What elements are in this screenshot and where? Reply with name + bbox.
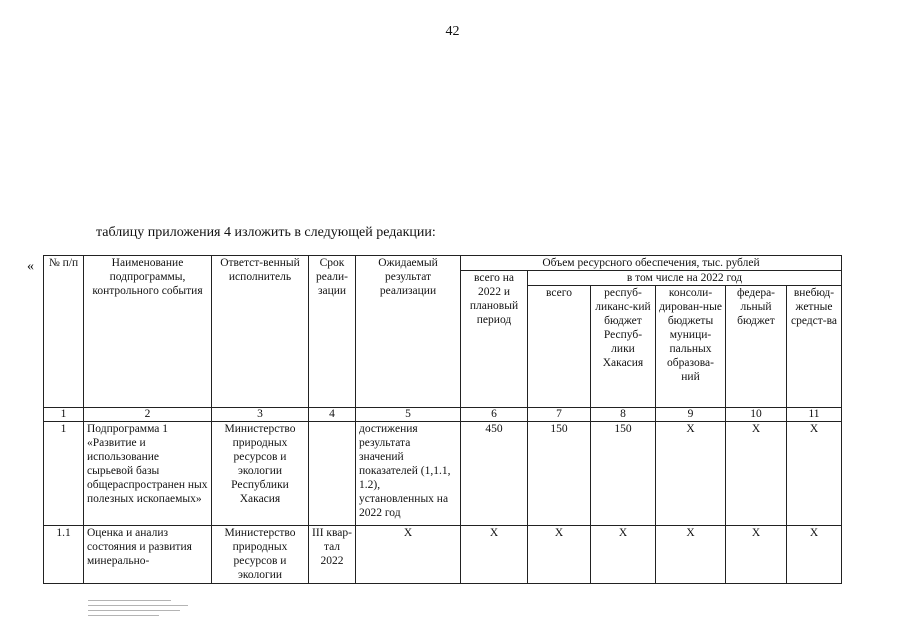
header-incl: в том числе на 2022 год <box>528 271 842 286</box>
row-term: III квар-тал 2022 <box>309 526 356 584</box>
header-responsible: Ответст-венный исполнитель <box>212 256 309 408</box>
column-numbers-row <box>44 408 842 422</box>
header-no: № п/п <box>44 256 84 408</box>
row-all: X <box>528 526 591 584</box>
row-federal: X <box>726 526 787 584</box>
header-sub-federal: федера-льный бюджет <box>726 286 787 408</box>
row-consolidated: X <box>656 422 726 526</box>
header-name: Наименование подпрограммы, контрольного события <box>84 256 212 408</box>
row-republic: X <box>591 526 656 584</box>
row-republic: 150 <box>591 422 656 526</box>
column-number: 7 <box>528 408 591 422</box>
header-resources: Объем ресурсного обеспечения, тыс. рублей <box>461 256 842 271</box>
row-consolidated: X <box>656 526 726 584</box>
row-total: X <box>461 526 528 584</box>
row-no: 1 <box>44 422 84 526</box>
header-sub-all: всего <box>528 286 591 408</box>
header-sub-consolidated: консоли-дирован-ные бюджеты муници-пальных образова-ний <box>656 286 726 408</box>
row-expected: достижения результата значений показателей (1,1.1, 1.2), установленных на 2022 год <box>356 422 461 526</box>
header-term: Срок реали-зации <box>309 256 356 408</box>
row-term <box>309 422 356 526</box>
row-offbudget: X <box>787 526 842 584</box>
header-sub-offbudget: внебюд-жетные средст-ва <box>787 286 842 408</box>
row-all: 150 <box>528 422 591 526</box>
row-name: Оценка и анализ состояния и развития минерально- <box>84 526 212 584</box>
table-row <box>44 422 842 526</box>
column-number: 10 <box>726 408 787 422</box>
column-number: 5 <box>356 408 461 422</box>
row-responsible: Министерство природных ресурсов и экологии <box>212 526 309 584</box>
header-expected: Ожидаемый результат реализации <box>356 256 461 408</box>
header-sub-republic: респуб-ликанс-кий бюджет Респуб-лики Хакасия <box>591 286 656 408</box>
column-number: 1 <box>44 408 84 422</box>
row-offbudget: X <box>787 422 842 526</box>
row-no: 1.1 <box>44 526 84 584</box>
table-row <box>44 526 842 584</box>
resource-table <box>43 255 842 584</box>
row-total: 450 <box>461 422 528 526</box>
header-total: всего на 2022 и плановый период <box>461 271 528 408</box>
row-expected: X <box>356 526 461 584</box>
row-federal: X <box>726 422 787 526</box>
column-number: 6 <box>461 408 528 422</box>
faint-stamp-marks <box>88 596 206 632</box>
row-responsible: Министерство природных ресурсов и экологии Республики Хакасия <box>212 422 309 526</box>
column-number: 8 <box>591 408 656 422</box>
page-number: 42 <box>445 24 460 39</box>
row-name: Подпрограмма 1 «Развитие и использование сырьевой базы общераспространен ных полезных ископаемых» <box>84 422 212 526</box>
column-number: 2 <box>84 408 212 422</box>
column-number: 9 <box>656 408 726 422</box>
column-number: 4 <box>309 408 356 422</box>
column-number: 11 <box>787 408 842 422</box>
opening-quote-mark: « <box>27 259 34 274</box>
intro-text: таблицу приложения 4 изложить в следующей редакции: <box>96 225 436 240</box>
column-number: 3 <box>212 408 309 422</box>
